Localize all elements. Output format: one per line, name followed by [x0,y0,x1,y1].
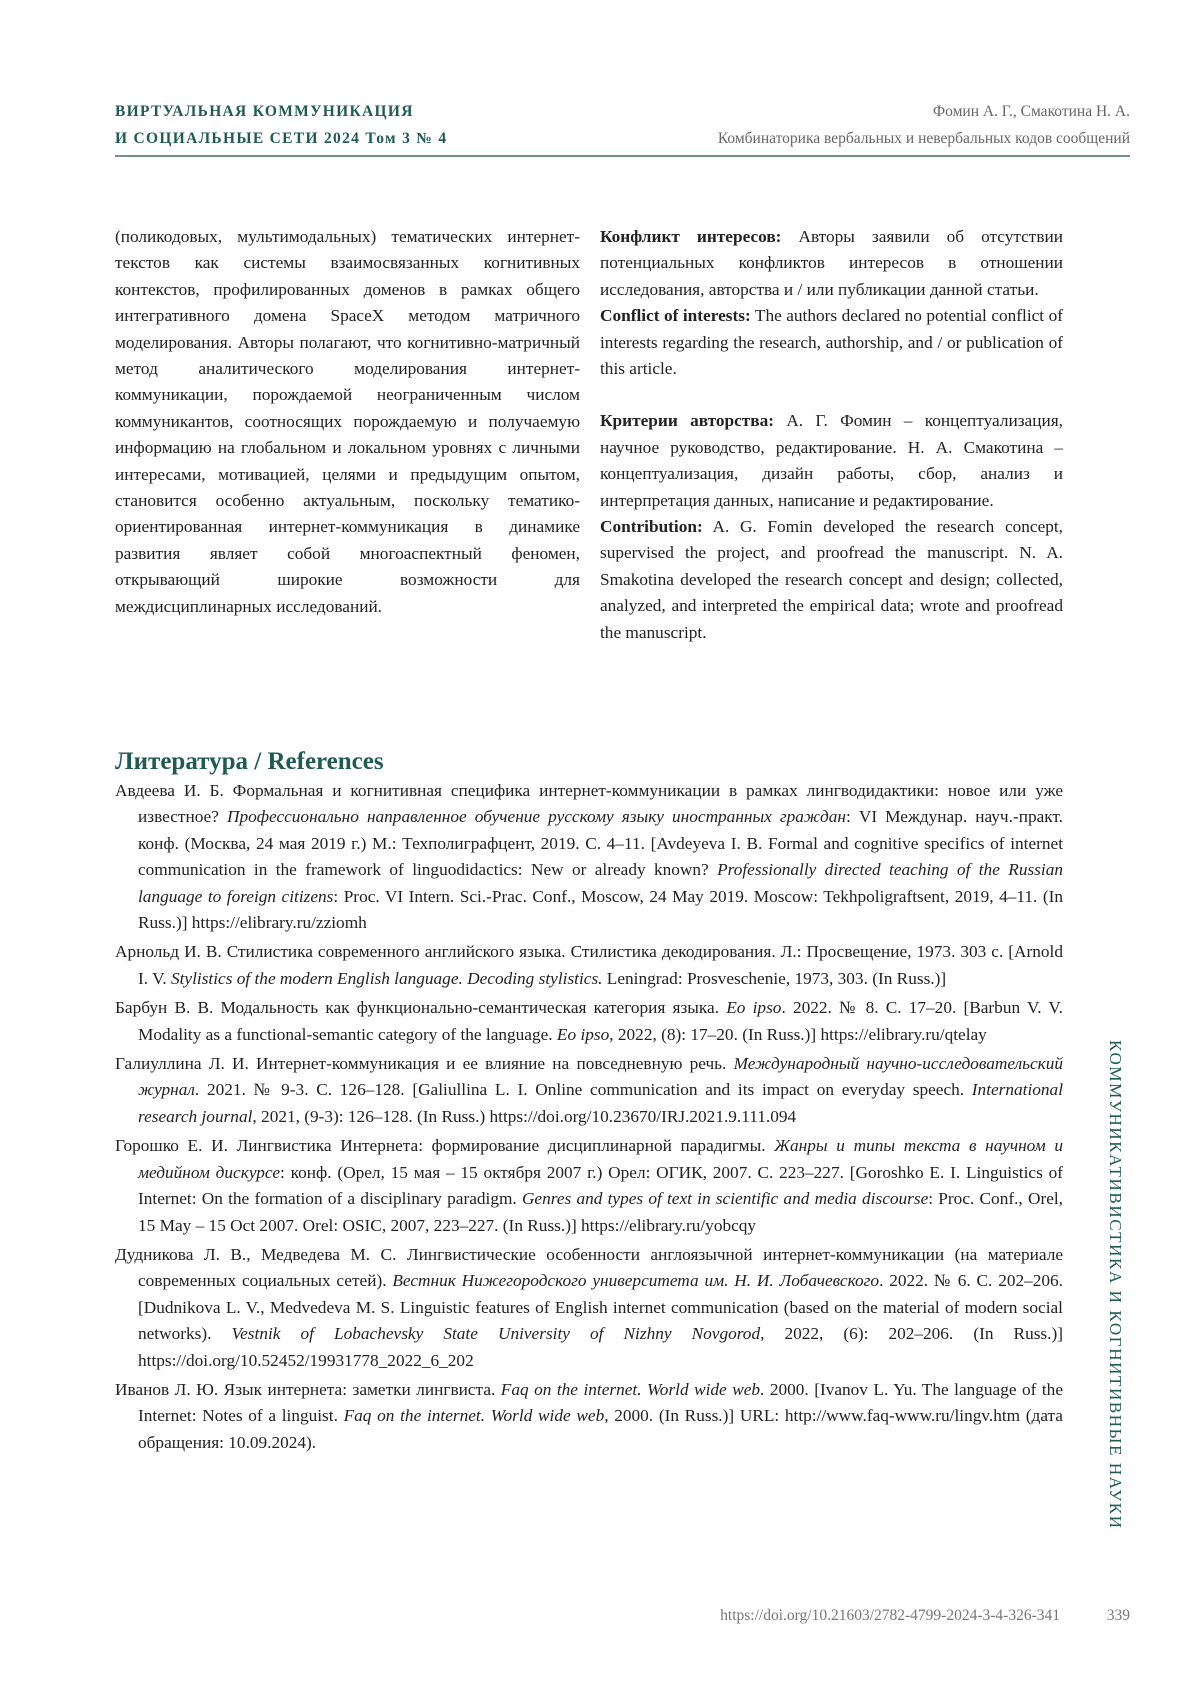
reference-source-title: Профессионально направленное обучение русскому языку иностранных граждан [227,807,846,826]
page-number: 339 [1107,1607,1130,1625]
reference-source-title: Международный научно-исследовательский журнал [138,1054,1063,1099]
reference-item [115,1377,1063,1456]
reference-item [115,995,1063,1048]
journal-title [115,98,447,152]
left-column [115,224,580,620]
conflict-ru [600,224,1063,303]
reference-text: : Proc. VI Intern. Sci.-Prac. Conf., Moscow, 24 May 2019. Moscow: Tekhpoligraftsent, 2019, 4–11. (In Russ.)] https://elibrary.ru/zziomh [138,887,1063,932]
reference-text: , 2022, (8): 17–20. (In Russ.)] https://elibrary.ru/qtelay [609,1025,987,1044]
reference-text: Иванов Л. Ю. Язык интернета: заметки лингвиста. [115,1380,501,1399]
criteria-ru [600,408,1063,514]
running-header [718,98,1130,152]
reference-text: , 2000. (In Russ.)] URL: http://www.faq-www.ru/lingv.htm (дата обращения: 10.09.2024). [138,1406,1063,1451]
reference-source-title: Professionally directed teaching of the Russian language to foreign citizens [138,860,1063,905]
reference-text: . 2000. [Ivanov L. Yu. The language of the Internet: Notes of a linguist. [138,1380,1063,1425]
contribution-en-text: A. G. Fomin developed the research concept, supervised the project, and proofread the manuscript. N. A. Smakotina developed the research concept and design; collected, analyzed, and interpreted the empirical data; wrote and proofread the manuscript. [600,517,1063,642]
reference-source-title: Eo ipso [557,1025,609,1044]
conflict-en [600,303,1063,382]
header-article-title: Комбинаторика вербальных и невербальных кодов сообщений [718,125,1130,152]
document-page [0,0,1200,1697]
reference-source-title: Stylistics of the modern English language. Decoding stylistics. [171,969,603,988]
reference-text: , 2022, (6): 202–206. (In Russ.)] https://doi.org/10.52452/19931778_2022_6_202 [138,1324,1063,1369]
reference-text: : Proc. Conf., Orel, 15 May – 15 Oct 2007. Orel: OSIC, 2007, 223–227. (In Russ.)] https://elibrary.ru/yobcqy [138,1189,1063,1234]
references-heading: Литература / References [115,748,384,776]
contribution-en [600,514,1063,646]
reference-source-title: International research journal [138,1080,1063,1125]
right-column [600,224,1063,646]
reference-text: : конф. (Орел, 15 мая – 15 октября 2007 г.) Орел: ОГИК, 2007. С. 223–227. [Goroshko E. I. Linguistics of Internet: On the formation of a disciplinary paradigm. [138,1163,1063,1208]
reference-item [115,778,1063,936]
reference-source-title: Eo ipso [726,998,781,1017]
reference-text: . 2022. № 8. С. 17–20. [Barbun V. V. Modality as a functional-semantic category of the language. [138,998,1063,1043]
conflict-en-label: Conflict of interests: [600,306,751,325]
reference-text: Авдеева И. Б. Формальная и когнитивная специфика интернет-коммуникации в рамках лингводидактики: новое или уже известное? [115,781,1063,826]
conflict-ru-label: Конфликт интересов: [600,227,781,246]
reference-source-title: Vestnik of Lobachevsky State University of Nizhny Novgorod [232,1324,761,1343]
conflict-ru-text: Авторы заявили об отсутствии потенциальных конфликтов интересов в отношении исследования, авторства и / или публикации данной статьи. [600,227,1063,299]
section-sidebar-label: КОММУНИКАТИВИСТИКА И КОГНИТИВНЫЕ НАУКИ [1105,1040,1125,1530]
reference-text: Дудникова Л. В., Медведева М. С. Лингвистические особенности англоязычной интернет-коммуникации (на материале современных социальных сетей). [115,1245,1063,1290]
reference-text: : VI Междунар. науч.-практ. конф. (Москва, 24 мая 2019 г.) М.: Техполиграфцент, 2019. С. 4–11. [Avdeyeva I. B. Formal and cognitive specifics of internet communication in the framework of linguodidactics: New or already known? [138,807,1063,879]
conflict-en-text: The authors declared no potential conflict of interests regarding the research, authorship, and / or publication of this article. [600,306,1063,378]
reference-text: Горошко Е. И. Лингвистика Интернета: формирование дисциплинарной парадигмы. [115,1136,774,1155]
journal-title-line1: ВИРТУАЛЬНАЯ КОММУНИКАЦИЯ [115,98,447,125]
reference-text: Leningrad: Prosveschenie, 1973, 303. (In Russ.)] [602,969,946,988]
reference-source-title: Вестник Нижегородского университета им. Н. И. Лобачевского [392,1271,879,1290]
reference-item [115,939,1063,992]
contribution-en-label: Contribution: [600,517,703,536]
body-paragraph: (поликодовых, мультимодальных) тематических интернет-текстов как системы взаимосвязанных когнитивных контекстов, профилированных доменов в рамках общего интегративного домена SpaceX методом матричного моделирования. Авторы полагают, что когнитивно-матричный метод аналитического моделирования интернет-коммуникации, порождаемой неограниченным числом коммуникантов, соотносящих порождаемую и получаемую информацию на глобальном и локальном уровнях с личными интересами, мотивацией, целями и предыдущим опытом, становится особенно актуальным, поскольку тематико-ориентированная интернет-коммуникация в динамике развития являет собой многоаспектный феномен, открывающий широкие возможности для междисциплинарных исследований. [115,224,580,620]
reference-text: . 2022. № 6. С. 202–206. [Dudnikova L. V., Medvedeva M. S. Linguistic features of English internet communication (based on the material of modern social networks). [138,1271,1063,1343]
reference-source-title: Genres and types of text in scientific and media discourse [522,1189,928,1208]
reference-source-title: Faq on the internet. World wide web [501,1380,760,1399]
reference-item [115,1242,1063,1374]
reference-source-title: Жанры и типы текста в научном и медийном дискурсе [138,1136,1063,1181]
criteria-ru-text: А. Г. Фомин – концептуализация, научное руководство, редактирование. Н. А. Смакотина – концептуализация, дизайн работы, сбор, анализ и интерпретация данных, написание и редактирование. [600,411,1063,509]
header-divider [115,155,1130,157]
references-list [115,778,1063,1459]
reference-item [115,1051,1063,1130]
reference-text: Галиуллина Л. И. Интернет-коммуникация и ее влияние на повседневную речь. [115,1054,734,1073]
reference-text: . 2021. № 9-3. С. 126–128. [Galiullina L. I. Online communication and its impact on everyday speech. [195,1080,972,1099]
journal-title-line2: И СОЦИАЛЬНЫЕ СЕТИ 2024 Том 3 № 4 [115,125,447,152]
criteria-ru-label: Критерии авторства: [600,411,774,430]
header-authors: Фомин А. Г., Смакотина Н. А. [718,98,1130,125]
reference-text: Арнольд И. В. Стилистика современного английского языка. Стилистика декодирования. Л.: Просвещение, 1973. 303 с. [Arnold I. V. [115,942,1063,987]
reference-source-title: Faq on the internet. World wide web [344,1406,605,1425]
footer-doi-link[interactable]: https://doi.org/10.21603/2782-4799-2024-3-4-326-341 [720,1607,1060,1625]
reference-text: Барбун В. В. Модальность как функционально-семантическая категория языка. [115,998,726,1017]
reference-item [115,1133,1063,1239]
reference-text: , 2021, (9-3): 126–128. (In Russ.) https://doi.org/10.23670/IRJ.2021.9.111.094 [252,1107,796,1126]
